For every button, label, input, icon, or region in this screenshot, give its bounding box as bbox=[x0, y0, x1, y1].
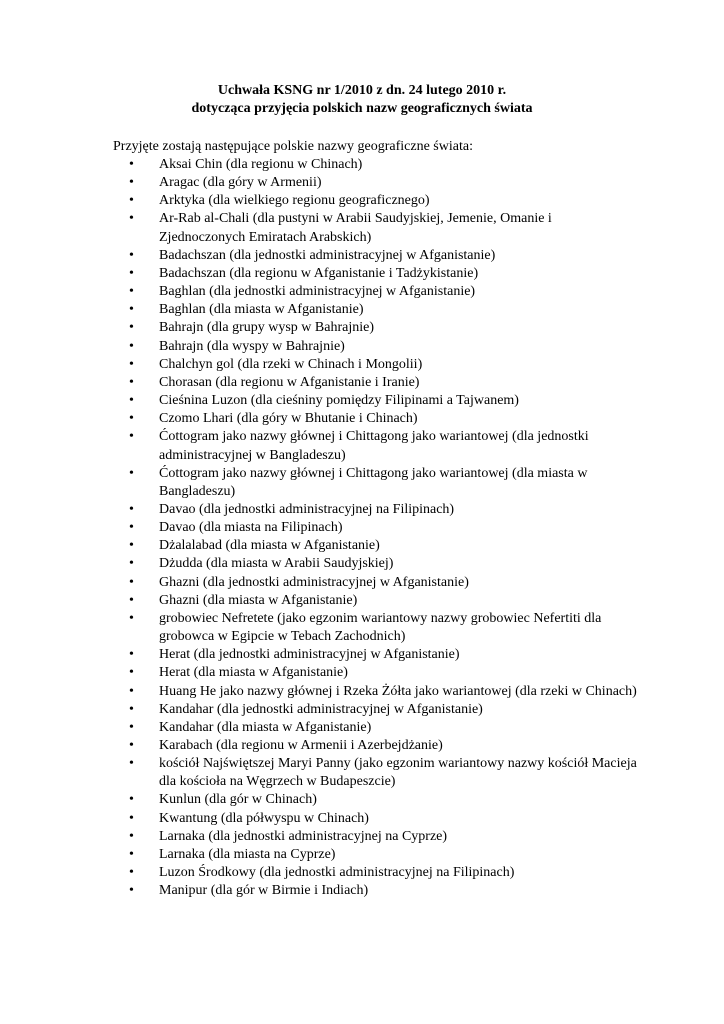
list-item-text: Huang He jako nazwy głównej i Rzeka Żółta jako wariantowej (dla rzeki w Chinach) bbox=[159, 683, 637, 699]
list-item bbox=[0, 428, 639, 464]
list-item bbox=[0, 828, 639, 846]
list-item-text: Czomo Lhari (dla góry w Bhutanie i Chinach) bbox=[159, 411, 418, 427]
list-item bbox=[0, 791, 639, 809]
bullet-icon: • bbox=[129, 465, 134, 481]
bullet-icon: • bbox=[129, 157, 134, 172]
bullet-icon: • bbox=[129, 302, 134, 318]
list-item-text: Bahrajn (dla wyspy w Bahrajnie) bbox=[159, 338, 345, 354]
list-item bbox=[0, 574, 639, 592]
bullet-icon: • bbox=[129, 592, 134, 608]
bullet-icon: • bbox=[129, 175, 134, 191]
list-item-text: Cieśnina Luzon (dla cieśniny pomiędzy Filipinami a Tajwanem) bbox=[159, 393, 519, 409]
list-item-text: Dżalalabad (dla miasta w Afganistanie) bbox=[159, 538, 380, 554]
list-item-text: Ghazni (dla miasta w Afganistanie) bbox=[159, 592, 358, 608]
bullet-icon: • bbox=[129, 193, 134, 209]
bullet-icon: • bbox=[129, 501, 134, 517]
list-item bbox=[0, 810, 639, 828]
list-item-text: Chorasan (dla regionu w Afganistanie i Iranie) bbox=[159, 374, 420, 390]
bullet-icon: • bbox=[129, 846, 134, 862]
list-item bbox=[0, 192, 639, 210]
list-item bbox=[0, 719, 639, 737]
bullet-icon: • bbox=[129, 284, 134, 300]
bullet-icon: • bbox=[129, 265, 134, 281]
list-item bbox=[0, 555, 639, 573]
list-item-text: Manipur (dla gór w Birmie i Indiach) bbox=[159, 883, 369, 899]
list-item-text: Bahrajn (dla grupy wysp w Bahrajnie) bbox=[159, 320, 374, 336]
list-item-text: Badachszan (dla regionu w Afganistanie i Tadżykistanie) bbox=[159, 265, 479, 281]
bullet-icon: • bbox=[129, 792, 134, 808]
list-item bbox=[0, 755, 639, 791]
list-item bbox=[0, 301, 639, 319]
list-item-text: Arktyka (dla wielkiego regionu geograficznego) bbox=[159, 193, 430, 209]
list-item bbox=[0, 664, 639, 682]
bullet-icon: • bbox=[129, 683, 134, 699]
bullet-icon: • bbox=[129, 538, 134, 554]
list-item bbox=[0, 319, 639, 337]
list-item-text: Luzon Środkowy (dla jednostki administracyjnej na Filipinach) bbox=[159, 865, 515, 881]
title-line-2: dotycząca przyjęcia polskich nazw geograficznych świata bbox=[191, 101, 533, 116]
list-item bbox=[0, 737, 639, 755]
list-item bbox=[0, 846, 639, 864]
bullet-icon: • bbox=[129, 520, 134, 536]
bullet-icon: • bbox=[129, 556, 134, 572]
bullet-icon: • bbox=[129, 411, 134, 427]
list-item-text: Baghlan (dla miasta w Afganistanie) bbox=[159, 302, 364, 318]
list-item-text: Badachszan (dla jednostki administracyjnej w Afganistanie) bbox=[159, 247, 496, 263]
bullet-icon: • bbox=[129, 828, 134, 844]
list-item bbox=[0, 338, 639, 356]
list-item-text: Herat (dla miasta w Afganistanie) bbox=[159, 665, 348, 681]
list-item bbox=[0, 701, 639, 719]
bullet-icon: • bbox=[129, 393, 134, 409]
list-item bbox=[0, 882, 639, 900]
list-item bbox=[0, 174, 639, 192]
list-item-text: Kandahar (dla miasta w Afganistanie) bbox=[159, 719, 372, 735]
list-item-text: Kandahar (dla jednostki administracyjnej w Afganistanie) bbox=[159, 701, 483, 717]
list-item-text: Kunlun (dla gór w Chinach) bbox=[159, 792, 317, 808]
list-item bbox=[0, 537, 639, 555]
list-item bbox=[0, 156, 639, 174]
bullet-icon: • bbox=[129, 719, 134, 735]
list-item bbox=[0, 610, 639, 646]
list-item bbox=[0, 210, 639, 246]
list-item-text: Aragac (dla góry w Armenii) bbox=[159, 175, 322, 191]
list-item bbox=[0, 356, 639, 374]
list-item-text: Ar-Rab al-Chali (dla pustyni w Arabii Saudyjskiej, Jemenie, Omanie i Zjednoczonych Emiratach Arabskich) bbox=[159, 211, 552, 245]
list-item bbox=[0, 519, 639, 537]
list-item bbox=[0, 283, 639, 301]
bullet-icon: • bbox=[129, 810, 134, 826]
list-item bbox=[0, 592, 639, 610]
list-item bbox=[0, 392, 639, 410]
list-item bbox=[0, 465, 639, 501]
bullet-icon: • bbox=[129, 338, 134, 354]
list-item-text: Baghlan (dla jednostki administracyjnej w Afganistanie) bbox=[159, 284, 476, 300]
bullet-icon: • bbox=[129, 883, 134, 899]
list-item bbox=[0, 410, 639, 428]
list-item bbox=[0, 501, 639, 519]
document-title bbox=[0, 82, 724, 118]
list-item-text: Chalchyn gol (dla rzeki w Chinach i Mongolii) bbox=[159, 356, 423, 372]
list-item bbox=[0, 374, 639, 392]
bullet-icon: • bbox=[129, 701, 134, 717]
bullet-icon: • bbox=[129, 738, 134, 753]
geographic-names-list bbox=[0, 156, 724, 900]
list-item bbox=[0, 265, 639, 283]
bullet-icon: • bbox=[129, 356, 134, 372]
list-item bbox=[0, 646, 639, 664]
title-line-1: Uchwała KSNG nr 1/2010 z dn. 24 lutego 2010 r. bbox=[217, 83, 507, 98]
list-item bbox=[0, 864, 639, 882]
list-item-text: Ghazni (dla jednostki administracyjnej w Afganistanie) bbox=[159, 574, 469, 590]
bullet-icon: • bbox=[129, 211, 134, 227]
list-item-text: Ćottogram jako nazwy głównej i Chittagong jako wariantowej (dla miasta w Bangladeszu) bbox=[159, 465, 588, 499]
bullet-icon: • bbox=[129, 647, 134, 663]
bullet-icon: • bbox=[129, 610, 134, 626]
bullet-icon: • bbox=[129, 865, 134, 881]
list-item bbox=[0, 683, 639, 701]
list-item-text: Kwantung (dla półwyspu w Chinach) bbox=[159, 810, 369, 826]
list-item-text: Larnaka (dla jednostki administracyjnej na Cyprze) bbox=[159, 828, 448, 844]
bullet-icon: • bbox=[129, 374, 134, 390]
bullet-icon: • bbox=[129, 320, 134, 336]
list-item-text: Davao (dla jednostki administracyjnej na Filipinach) bbox=[159, 501, 455, 517]
intro-text: Przyjęte zostają następujące polskie nazwy geograficzne świata: bbox=[113, 139, 473, 154]
bullet-icon: • bbox=[129, 247, 134, 263]
list-item bbox=[0, 247, 639, 265]
list-item-text: Karabach (dla regionu w Armenii i Azerbejdżanie) bbox=[159, 738, 443, 753]
list-item-text: Larnaka (dla miasta na Cyprze) bbox=[159, 846, 336, 862]
list-item-text: kościół Najświętszej Maryi Panny (jako egzonim wariantowy nazwy kościół Macieja dla kościoła na Węgrzech w Budapeszcie) bbox=[159, 756, 637, 790]
bullet-icon: • bbox=[129, 665, 134, 681]
list-item-text: Herat (dla jednostki administracyjnej w Afganistanie) bbox=[159, 647, 460, 663]
list-item-text: Aksai Chin (dla regionu w Chinach) bbox=[159, 157, 363, 172]
bullet-icon: • bbox=[129, 756, 134, 772]
list-item-text: Dżudda (dla miasta w Arabii Saudyjskiej) bbox=[159, 556, 394, 572]
bullet-icon: • bbox=[129, 429, 134, 445]
bullet-icon: • bbox=[129, 574, 134, 590]
list-item-text: Davao (dla miasta na Filipinach) bbox=[159, 520, 343, 536]
list-item-text: grobowiec Nefretete (jako egzonim wariantowy nazwy grobowiec Nefertiti dla grobowca w Egipcie w Tebach Zachodnich) bbox=[159, 610, 602, 645]
list-item-text: Ćottogram jako nazwy głównej i Chittagong jako wariantowej (dla jednostki administracyjnej w Bangladeszu) bbox=[159, 429, 589, 463]
